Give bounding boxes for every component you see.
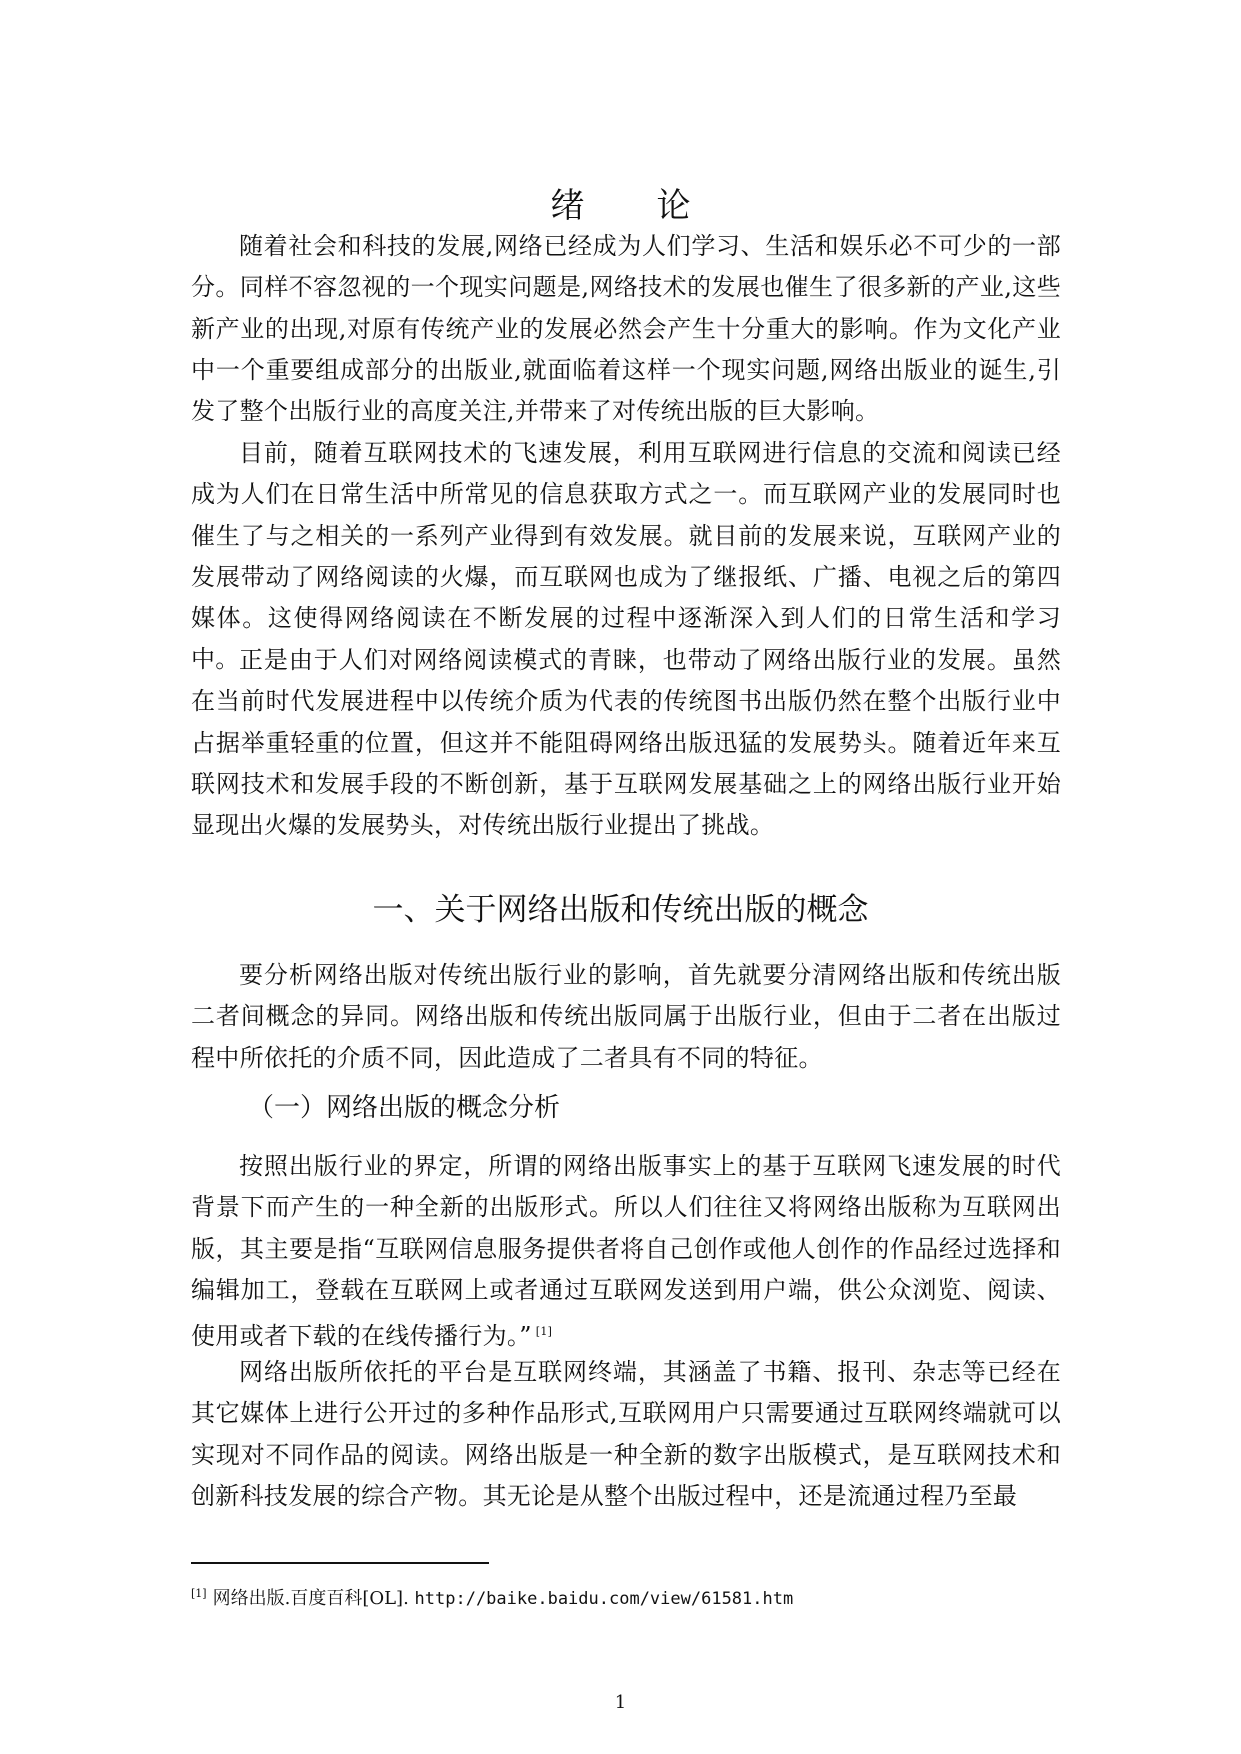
subsection-paragraph-1-text: 按照出版行业的界定，所谓的网络出版事实上的基于互联网飞速发展的时代背景下而产生的一种全新的出版形式。所以人们往往又将网络出版称为互联网出版，其主要是指“互联网信息服务提供者将自己创作或他人创作的作品经过选择和编辑加工，登载在互联网上或者通过互联网发送到用户端，供公众浏览、阅读、使用或者下载的在线传播行为。” xyxy=(191,1152,1061,1351)
subsection-paragraph-2: 网络出版所依托的平台是互联网终端，其涵盖了书籍、报刊、杂志等已经在其它媒体上进行公开过的多种作品形式,互联网用户只需要通过互联网终端就可以实现对不同作品的阅读。网络出版是一种全新的数字出版模式，是互联网技术和创新科技发展的综合产物。其无论是从整个出版过程中，还是流通过程乃至最 xyxy=(191,1358,1061,1510)
page-title: 绪 论 xyxy=(550,186,722,226)
intro-paragraph-1: 随着社会和科技的发展,网络已经成为人们学习、生活和娱乐必不可少的一部分。同样不容忽视的一个现实问题是,网络技术的发展也催生了很多新的产业,这些新产业的出现,对原有传统产业的发展必然会产生十分重大的影响。作为文化产业中一个重要组成部分的出版业,就面临着这样一个现实问题,网络出版业的诞生,引发了整个出版行业的高度关注,并带来了对传统出版的巨大影响。 xyxy=(191,232,1061,426)
subsection-paragraph-1 xyxy=(191,1146,1061,1357)
footnote-text: 网络出版.百度百科[OL]. xyxy=(212,1588,409,1609)
page-number: 1 xyxy=(614,1692,627,1713)
footnote-url: http://baike.baidu.com/view/61581.htm xyxy=(414,1589,794,1609)
section-paragraph: 要分析网络出版对传统出版行业的影响，首先就要分清网络出版和传统出版二者间概念的异同。网络出版和传统出版同属于出版行业，但由于二者在出版过程中所依托的介质不同，因此造成了二者具有不同的特征。 xyxy=(191,961,1061,1072)
footnote xyxy=(191,1584,793,1610)
intro-paragraph-2: 目前，随着互联网技术的飞速发展，利用互联网进行信息的交流和阅读已经成为人们在日常生活中所常见的信息获取方式之一。而互联网产业的发展同时也催生了与之相关的一系列产业得到有效发展。就目前的发展来说，互联网产业的发展带动了网络阅读的火爆，而互联网也成为了继报纸、广播、电视之后的第四媒体。这使得网络阅读在不断发展的过程中逐渐深入到人们的日常生活和学习中。 xyxy=(191,439,1061,674)
footnote-marker: [1] xyxy=(191,1587,207,1600)
citation-marker: [1] xyxy=(535,1325,553,1339)
footnote-divider xyxy=(191,1562,489,1564)
subsection-heading: （一）网络出版的概念分析 xyxy=(248,1093,561,1123)
intro-paragraph-3: 正是由于人们对网络阅读模式的青睐，也带动了网络出版行业的发展。虽然在当前时代发展进程中以传统介质为代表的传统图书出版仍然在整个出版行业中占据举重轻重的位置，但这并不能阻碍网络出版迅猛的发展势头。随着近年来互联网技术和发展手段的不断创新，基于互联网发展基础之上的网络出版行业开始显现出火爆的发展势头，对传统出版行业提出了挑战。 xyxy=(191,646,1061,840)
section-heading: 一、关于网络出版和传统出版的概念 xyxy=(372,892,869,928)
